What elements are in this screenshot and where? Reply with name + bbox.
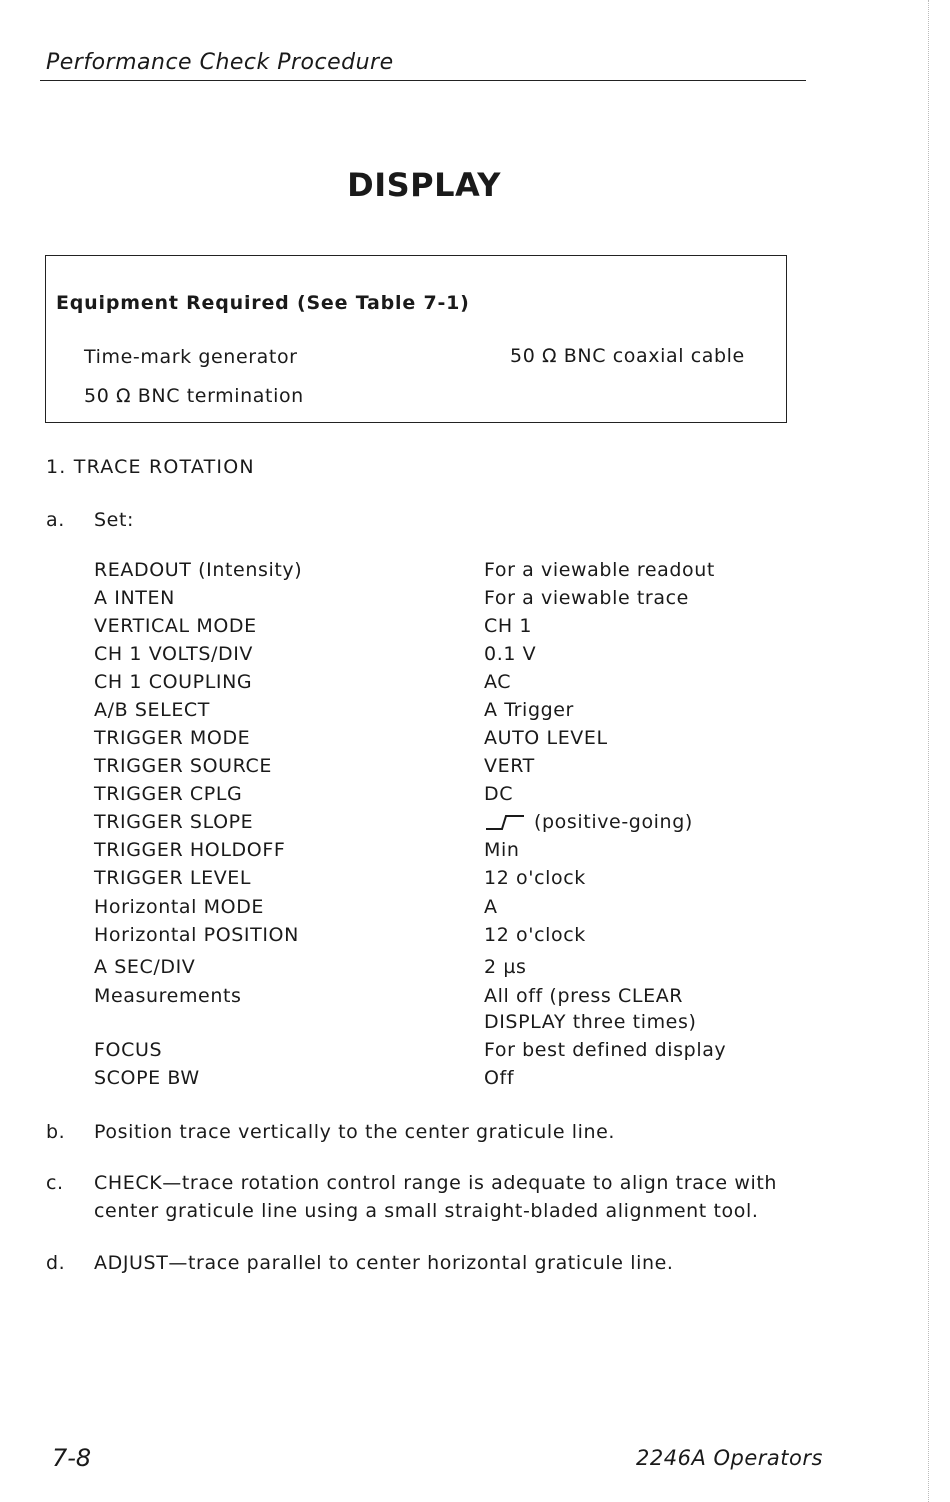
setting-name: TRIGGER HOLDOFF <box>94 839 286 861</box>
setting-name: Horizontal POSITION <box>94 924 299 946</box>
equipment-item: 50 Ω BNC termination <box>84 385 304 407</box>
setting-value: A <box>484 896 498 918</box>
setting-name: CH 1 VOLTS/DIV <box>94 643 254 665</box>
substep-text: Position trace vertically to the center graticule line. <box>94 1121 616 1143</box>
page-edge-line <box>928 0 929 1502</box>
setting-value: AC <box>484 671 512 693</box>
setting-value: 2 µs <box>484 956 527 978</box>
substep-letter: d. <box>46 1252 66 1274</box>
setting-value: For a viewable trace <box>484 587 689 609</box>
substep-letter: a. <box>46 509 65 531</box>
section-title: DISPLAY <box>347 166 501 204</box>
substep-letter: c. <box>46 1172 64 1194</box>
header-rule <box>40 80 806 81</box>
substep-text: CHECK—trace rotation control range is adequate to align trace with center graticule line using a small straight-bladed alignment tool. <box>94 1172 778 1222</box>
setting-value: 12 o'clock <box>484 924 586 946</box>
positive-slope-icon <box>484 812 526 832</box>
setting-name: TRIGGER LEVEL <box>94 867 252 889</box>
equipment-item: 50 Ω BNC coaxial cable <box>510 345 745 367</box>
page-number: 7-8 <box>52 1444 92 1472</box>
setting-name: TRIGGER SLOPE <box>94 811 254 833</box>
setting-value: 0.1 V <box>484 643 537 665</box>
setting-value: 12 o'clock <box>484 867 586 889</box>
setting-name: TRIGGER SOURCE <box>94 755 272 777</box>
setting-name: CH 1 COUPLING <box>94 671 253 693</box>
setting-value: AUTO LEVEL <box>484 727 608 749</box>
substep-d <box>46 1249 846 1277</box>
setting-name: VERTICAL MODE <box>94 615 257 637</box>
setting-value: DC <box>484 783 514 805</box>
setting-value: VERT <box>484 755 535 777</box>
step-heading: 1. TRACE ROTATION <box>46 456 255 478</box>
setting-value: CH 1 <box>484 615 533 637</box>
setting-name: READOUT (Intensity) <box>94 559 303 581</box>
setting-name: TRIGGER MODE <box>94 727 251 749</box>
substep-text: Set: <box>94 509 135 531</box>
setting-value: Min <box>484 839 520 861</box>
setting-name: A INTEN <box>94 587 175 609</box>
substep-letter: b. <box>46 1121 66 1143</box>
substep-text: ADJUST—trace parallel to center horizontal graticule line. <box>94 1252 674 1274</box>
setting-value: (positive-going) <box>534 811 693 833</box>
setting-value-wrapper <box>484 809 804 835</box>
equipment-heading: Equipment Required (See Table 7-1) <box>56 292 470 314</box>
substep-a <box>46 506 846 534</box>
substep-c <box>46 1169 846 1225</box>
setting-value: For a viewable readout <box>484 559 715 581</box>
setting-value: A Trigger <box>484 699 574 721</box>
running-header: Performance Check Procedure <box>46 50 394 75</box>
manual-title: 2246A Operators <box>636 1446 823 1470</box>
substep-b <box>46 1118 846 1146</box>
setting-name: Measurements <box>94 985 242 1007</box>
setting-name: A/B SELECT <box>94 699 211 721</box>
setting-name: Horizontal MODE <box>94 896 265 918</box>
setting-name: FOCUS <box>94 1039 163 1061</box>
setting-name: SCOPE BW <box>94 1067 200 1089</box>
setting-name: A SEC/DIV <box>94 956 196 978</box>
equipment-item: Time-mark generator <box>84 346 298 368</box>
setting-value: For best defined display <box>484 1039 727 1061</box>
setting-name: TRIGGER CPLG <box>94 783 243 805</box>
setting-value: Off <box>484 1067 515 1089</box>
setting-value: All off (press CLEAR DISPLAY three times) <box>484 985 697 1033</box>
